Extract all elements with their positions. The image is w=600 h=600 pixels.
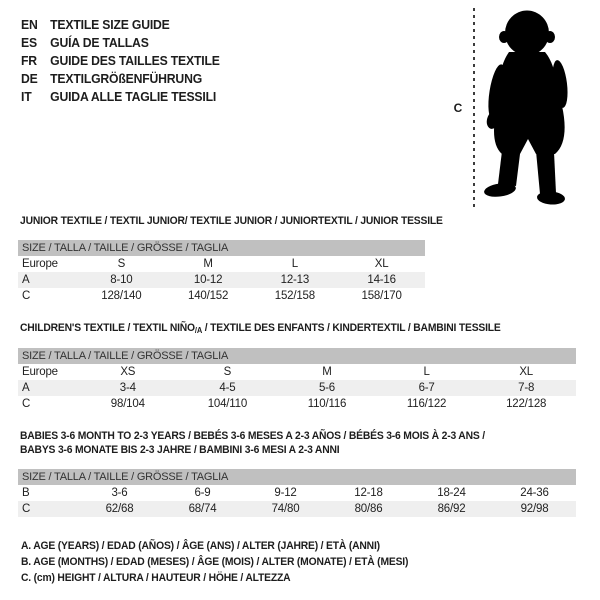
language-label: TEXTILGRÖßENFÜHRUNG xyxy=(50,70,203,86)
section-title-line xyxy=(20,321,543,336)
height-measure-line xyxy=(473,8,475,210)
table-cell: 12-18 xyxy=(354,487,383,499)
table-row xyxy=(18,485,576,501)
section-title xyxy=(20,429,543,457)
table-cell: 122/128 xyxy=(506,398,547,410)
language-label: GUÍA DE TALLAS xyxy=(50,34,149,50)
language-code: EN xyxy=(21,16,38,32)
row-label: B xyxy=(22,487,30,499)
table-cell: XS xyxy=(120,366,136,378)
language-row xyxy=(21,15,220,33)
table-row xyxy=(18,288,425,304)
section-title-text: CHILDREN'S TEXTILE / TEXTIL NIÑO xyxy=(20,322,195,334)
footnote: A. AGE (YEARS) / EDAD (AÑOS) / ÂGE (ANS) / ALTER (JAHRE) / ETÀ (ANNI) xyxy=(21,540,380,552)
table-cell: 14-16 xyxy=(367,274,396,286)
language-label: GUIDE DES TAILLES TEXTILE xyxy=(50,52,220,68)
section-title-line xyxy=(20,214,543,228)
table-cell: 18-24 xyxy=(437,487,466,499)
table-row xyxy=(18,501,576,517)
footnote: C. (cm) HEIGHT / ALTURA / HAUTEUR / HÖHE / ALTEZZA xyxy=(21,572,291,584)
size-header-row: SIZE / TALLA / TAILLE / GRÖSSE / TAGLIA xyxy=(18,240,425,256)
table-cell: 98/104 xyxy=(110,398,145,410)
table-cell: 24-36 xyxy=(520,487,549,499)
table-cell: 86/92 xyxy=(437,503,466,515)
section-title-text: /A xyxy=(194,326,203,335)
table-row xyxy=(18,364,576,380)
footnotes xyxy=(21,538,433,586)
table-row xyxy=(18,396,576,412)
row-label: Europe xyxy=(22,366,58,378)
table-cell: 7-8 xyxy=(518,382,535,394)
table-cell: 104/110 xyxy=(207,398,248,410)
language-code: FR xyxy=(21,52,37,68)
section-title-line xyxy=(20,443,543,457)
language-row xyxy=(21,51,220,69)
language-code: IT xyxy=(21,88,32,104)
row-label: C xyxy=(22,398,31,410)
row-label: A xyxy=(22,274,30,286)
table-cell: 140/152 xyxy=(188,290,229,302)
table-cell: 12-13 xyxy=(280,274,310,286)
height-measure-label: C xyxy=(453,101,463,115)
table-cell: 152/158 xyxy=(274,290,315,302)
row-label: C xyxy=(22,290,31,302)
table-cell: 3-4 xyxy=(119,382,136,394)
size-section xyxy=(18,429,576,517)
table-row xyxy=(18,380,576,396)
table-cell: 116/122 xyxy=(406,398,447,410)
table-cell: 68/74 xyxy=(188,503,217,515)
table-cell: 6-7 xyxy=(418,382,435,394)
size-table xyxy=(18,469,576,517)
size-table xyxy=(18,240,425,304)
table-cell: 158/170 xyxy=(361,290,402,302)
table-row xyxy=(18,272,425,288)
section-title-text: JUNIOR TEXTILE / TEXTIL JUNIOR/ TEXTILE JUNIOR / JUNIORTEXTIL / JUNIOR TESSILE xyxy=(20,215,443,227)
language-row xyxy=(21,69,220,87)
table-cell: 10-12 xyxy=(193,274,223,286)
table-cell: 74/80 xyxy=(271,503,300,515)
table-cell: M xyxy=(203,258,213,270)
table-cell: S xyxy=(223,366,232,378)
table-cell: M xyxy=(322,366,332,378)
row-label: A xyxy=(22,382,30,394)
table-cell: 5-6 xyxy=(318,382,335,394)
size-section xyxy=(18,214,576,304)
size-header-row: SIZE / TALLA / TAILLE / GRÖSSE / TAGLIA xyxy=(18,348,576,364)
language-list xyxy=(21,15,232,105)
section-title-text: BABYS 3-6 MONATE BIS 2-3 JAHRE / BAMBINI 3-6 MESI A 2-3 ANNI xyxy=(20,444,340,456)
table-cell: 4-5 xyxy=(219,382,236,394)
row-label: C xyxy=(22,503,31,515)
table-cell: 92/98 xyxy=(520,503,549,515)
language-row xyxy=(21,87,220,105)
size-table xyxy=(18,348,576,412)
table-row xyxy=(18,256,425,272)
footnote: B. AGE (MONTHS) / EDAD (MESES) / ÂGE (MOIS) / ALTER (MONATE) / ETÀ (MESI) xyxy=(21,556,409,568)
section-title xyxy=(20,214,543,228)
language-code: DE xyxy=(21,70,38,86)
size-table-sections xyxy=(18,214,576,534)
section-title-text: / TEXTILE DES ENFANTS / KINDERTEXTIL / BAMBINI TESSILE xyxy=(202,322,501,334)
table-cell: L xyxy=(423,366,430,378)
size-section xyxy=(18,321,576,412)
table-cell: 6-9 xyxy=(194,487,211,499)
baby-silhouette-icon xyxy=(484,8,586,208)
table-cell: 9-12 xyxy=(274,487,297,499)
language-label: GUIDA ALLE TAGLIE TESSILI xyxy=(50,88,217,104)
table-cell: 3-6 xyxy=(111,487,128,499)
language-row xyxy=(21,33,220,51)
section-title xyxy=(20,321,543,336)
table-cell: 8-10 xyxy=(110,274,133,286)
section-title-line xyxy=(20,429,543,443)
table-cell: 62/68 xyxy=(105,503,134,515)
table-cell: XL xyxy=(374,258,389,270)
size-header-row: SIZE / TALLA / TAILLE / GRÖSSE / TAGLIA xyxy=(18,469,576,485)
table-cell: 110/116 xyxy=(307,398,347,410)
language-code: ES xyxy=(21,34,37,50)
table-cell: 128/140 xyxy=(101,290,142,302)
section-title-text: BABIES 3-6 MONTH TO 2-3 YEARS / BEBÉS 3-6 MESES A 2-3 AÑOS / BÉBÉS 3-6 MOIS À 2-3 ANS / xyxy=(20,430,485,442)
table-cell: L xyxy=(291,258,298,270)
language-label: TEXTILE SIZE GUIDE xyxy=(50,16,170,32)
row-label: Europe xyxy=(22,258,58,270)
table-cell: 80/86 xyxy=(354,503,383,515)
table-cell: S xyxy=(117,258,126,270)
table-cell: XL xyxy=(519,366,533,378)
